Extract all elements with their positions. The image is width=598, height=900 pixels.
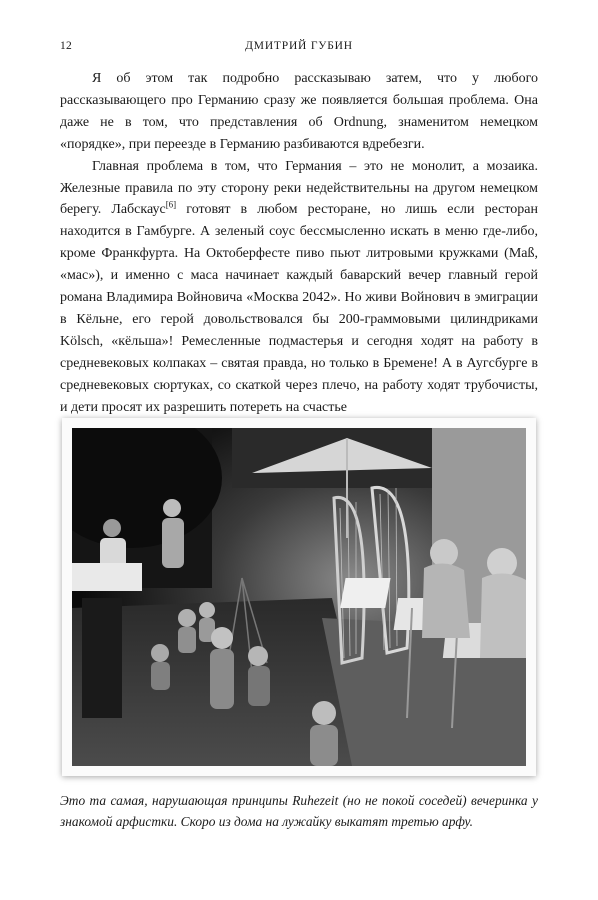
paragraph-2-start: Главная проблема в том, что Германия – это не монолит, а мозаика. Железные правила по эту сторону реки недействительны на другом немецком берегу. Лабскаус — [60, 158, 538, 218]
figure-frame — [62, 418, 536, 776]
footnote-reference: [6] — [165, 199, 177, 210]
party-photo — [72, 428, 526, 766]
figure-caption: Это та самая, нарушающая принципы Ruhezeit (но не покой соседей) вечеринка у знакомой арфистки. Скоро из дома на лужайку выкатят третью арфу. — [60, 793, 538, 829]
page-number: 12 — [60, 40, 73, 52]
paragraph-2 — [60, 156, 538, 419]
paragraph-1: Я об этом так подробно рассказываю затем, что у любого рассказывающего про Германию сразу же появляется большая проблема. Она даже не в том, что представления об Ordnung, знаменитом немецком «порядке», при переезде в Германию разбиваются вдребезги. — [60, 71, 538, 152]
running-header — [60, 40, 538, 56]
photo-illustration — [72, 428, 526, 766]
paragraph-2-rest: готовят в любом ресторане, но лишь если ресторан находится в Гамбурге. А зеленый соус бессмысленно искать в меню где-либо, кроме Франкфурта. На Октоберфесте пиво пьют литровыми кружками (Maß, «мас»), и именно с маса начинает каждый баварский вечер главный герой романа Владимира Войновича «Москва 2042». Но живи Войнович в эмиграции в Кёльне, его герой довольствовался бы 200-граммовыми цилиндриками Kölsch, «кёльша»! Ремесленные подмастерья и сегодня ходят на работу в средневековых колпаках – святая правда, но только в Бремене! А в Аугсбурге в средневековых сюртуках, со скаткой через плечо, на работу ходят трубочисты, и дети просят их разрешить потереть на счастье — [60, 202, 538, 415]
body-text — [60, 68, 538, 419]
running-head-author: ДМИТРИЙ ГУБИН — [245, 40, 353, 52]
